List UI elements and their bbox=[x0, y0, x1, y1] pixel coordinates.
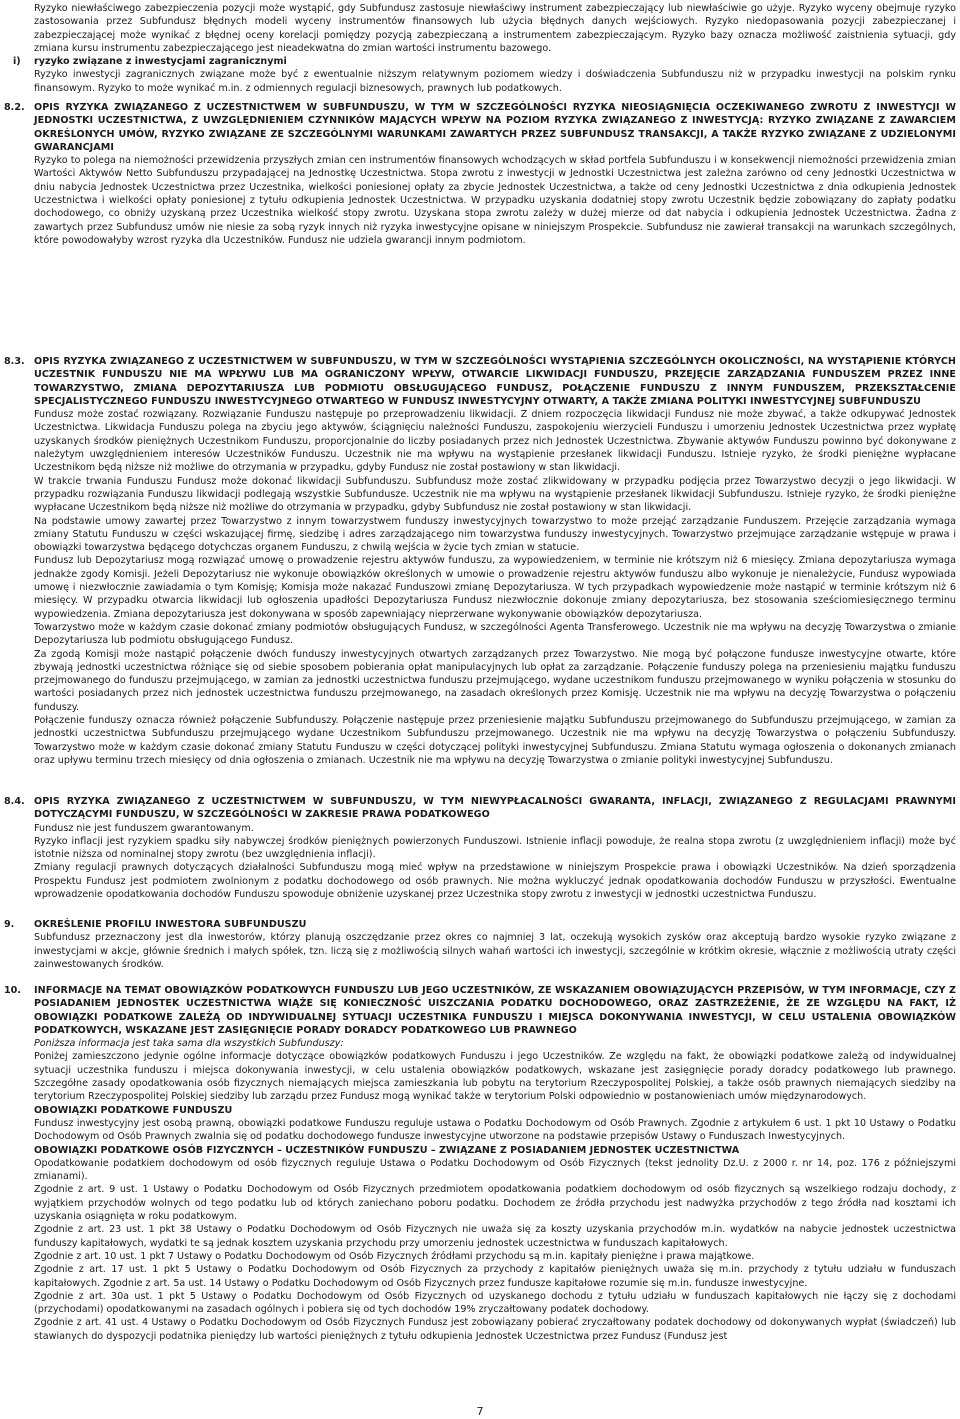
subsection-i-text: Ryzyko inwestycji zagranicznych związane może być z ewentualnie niższym relatywnym poziomem wiedzy i doświadczenia Subfunduszu niż w przypadku inwestycji na polskim rynku finansowym. Ryzyko to może wynikać m.in. z odmiennych regulacji biznesowych, prawnych lub podatkowych. bbox=[34, 69, 956, 94]
section-heading: OPIS RYZYKA ZWIĄZANEGO Z UCZESTNICTWEM W SUBFUNDUSZU, W TYM W SZCZEGÓLNOŚCI RYZYKA NIEOSIĄGNIĘCIA OCZEKIWANEGO ZWROTU Z INWESTYCJI W JEDNOSTKI UCZESTNICTWA, Z UWZGLĘDNIENIEM CZYNNIKÓW MAJĄCYCH WPŁYW NA POZIOM RYZYKA ZWIĄZANEGO Z INWESTYCJĄ: RYZYKO ZWIĄZANE Z ZAWARCIEM OKREŚLONYCH UMÓW, RYZYKO ZWIĄZANE ZE SZCZEGÓLNYMI WARUNKAMI ZAWARTYCH PRZEZ SUBFUNDUSZ TRANSAKCJI, A TAKŻE RYZYKO ZWIĄZANE Z UDZIELONYMI GWARANCJAMI bbox=[34, 102, 956, 153]
paragraph: Towarzystwo może w każdym czasie dokonać zmiany podmiotów obsługujących Fundusz, w szczególności Agenta Transferowego. Uczestnik nie ma wpływu na decyzję Towarzystwa o zmianie Depozytariusza lub podmiotu obsługującego Fundusz. bbox=[34, 621, 956, 647]
paragraph: Połączenie funduszy oznacza również połączenie Subfunduszy. Połączenie następuje przez przeniesienie majątku Subfunduszu przejmowanego do Subfunduszu przejmującego, w zamian za jednostki uczestnictwa Subfunduszu przejmującego wydane Uczestnikom Subfunduszu przejmowanego. Uczestnik nie ma wpływu na decyzję Towarzystwa o połączeniu Subfunduszy. Towarzystwo może w każdym czasie dokonać zmiany Statutu Funduszu w części dotyczącej polityki inwestycyjnej Subfunduszu. Zmiana Statutu wymaga ogłoszenia o dokonanych zmianach oraz upływu terminu trzech miesięcy od dnia ogłoszenia o zmianach. Uczestnik nie ma wpływu na decyzję Towarzystwa o zmianie polityki inwestycyjnej Subfunduszu. bbox=[34, 715, 956, 766]
paragraph: Zgodnie z art. 10 ust. 1 pkt 7 Ustawy o Podatku Dochodowym od Osób Fizycznych źródłami przychodu są m.in. kapitały pieniężne i prawa majątkowe. bbox=[34, 1250, 755, 1262]
top-section bbox=[13, 2, 956, 95]
paragraph: Fundusz nie jest funduszem gwarantowanym. bbox=[34, 822, 254, 834]
section-heading: OPIS RYZYKA ZWIĄZANEGO Z UCZESTNICTWEM W SUBFUNDUSZU, W TYM NIEWYPŁACALNOŚCI GWARANTA, INFLACJI, ZWIĄZANEGO Z REGULACJAMI PRAWNYMI DOTYCZĄCYMI FUNDUSZU, W SZCZEGÓLNOŚCI W ZAKRESIE PRAWA PODATKOWEGO bbox=[34, 796, 956, 821]
section-8-2 bbox=[4, 101, 956, 247]
paragraph: Zgodnie z art. 23 ust. 1 pkt 38 Ustawy o Podatku Dochodowym od Osób Fizycznych nie uważa się za koszty uzyskania przychodów m.in. wydatków na nabycie jednostek uczestnictwa funduszy kapitałowych, wydatki te są jednak kosztem uzyskania przychodu przy umorzeniu jednostek uczestnictwa w funduszach kapitałowych. bbox=[34, 1224, 956, 1249]
section-number: 9. bbox=[4, 919, 15, 930]
paragraph: Ryzyko inflacji jest ryzykiem spadku siły nabywczej środków pieniężnych powierzonych Funduszowi. Istnienie inflacji powoduje, że realna stopa zwrotu (z uwzględnieniem inflacji) może być istotnie niższa od nominalnej stopy zwrotu (bez uwzględnienia inflacji). bbox=[34, 835, 956, 861]
subsection-i bbox=[13, 55, 956, 95]
paragraph: Za zgodą Komisji może nastąpić połączenie dwóch funduszy inwestycyjnych otwartych zarządzanych przez Towarzystwo. Nie mogą być połączone fundusze inwestycyjne otwarte, które zbywają jednostki uczestnictwa różniące się od siebie sposobem pobierania opłat manipulacyjnych lub opłat za zarządzanie. Połączenie funduszy polega na przeniesieniu majątku funduszu przejmowanego do funduszu przejmującego, w zamian za jednostki uczestnictwa funduszu przejmującego, wydane uczestnikom funduszu przejmowanego w wyniku połączenia w stosunku do wartości posiadanych przez nich jednostek uczestnictwa funduszu przejmowanego, na zasadach określonych przez Komisję. Uczestnik nie ma wpływu na decyzję Towarzystwa o połączeniu funduszy. bbox=[34, 648, 956, 713]
paragraph: Zgodnie z art. 30a ust. 1 pkt 5 Ustawy o Podatku Dochodowym od Osób Fizycznych od uzyskanego dochodu z tytułu udziału w funduszach kapitałowych nie łączy się z dochodami (przychodami) opodatkowanymi na zasadach ogólnych i pobiera się od tych dochodów 19% zryczałtowany podatek dochodowy. bbox=[34, 1290, 956, 1316]
section-text: Ryzyko to polega na niemożności przewidzenia przyszłych zmian cen instrumentów finansowych wchodzących w skład portfela Subfunduszu i w konsekwencji niemożności przewidzenia zmian Wartości Aktywów Netto Subfunduszu przypadającej na Jednostkę Uczestnictwa. Stopa zwrotu z inwestycji w Jednostki Uczestnictwa jest zależna zarówno od ceny Jednostki Uczestnictwa w dniu nabycia Jednostek Uczestnictwa przez Uczestnika, wielkości poniesionej opłaty za zbycie Jednostek Uczestnictwa, a także od ceny Jednostki Uczestnictwa z dnia odkupienia Jednostek Uczestnictwa i wielkości opłaty poniesionej z tytułu odkupienia Jednostek Uczestnictwa. W przypadku uzyskania dodatniej stopy zwrotu Uczestnik będzie zobowiązany do zapłaty podatku dochodowego, co obniży uzyskaną przez Uczestnika wielkość stopy zwrotu. Uzyskana stopa zwrotu zależy w dużej mierze od dat nabycia i odkupienia Jednostek Uczestnictwa. Żadna z zawartych przez Subfundusz umów nie niesie za sobą ryzyk innych niż ryzyka inwestycyjne opisane w niniejszym Prospekcie. Subfundusz nie zawierał transakcji na warunkach szczególnych, które powodowałyby wzrost ryzyka dla Uczestników. Fundusz nie udziela gwarancji innym podmiotom. bbox=[34, 155, 956, 246]
section-number: 8.2. bbox=[4, 102, 25, 113]
section-8-4 bbox=[4, 795, 956, 901]
paragraph: Zgodnie z art. 17 ust. 1 pkt 5 Ustawy o Podatku Dochodowym od Osób Fizycznych za przychody z kapitałów pieniężnych uważa się m.in. przychody z tytułu udziału w funduszach kapitałowych. Zgodnie z art. 5a ust. 14 Ustawy o Podatku Dochodowym od Osób Fizycznych przez fundusze kapitałowe rozumie się m.in. fundusze inwestycyjne. bbox=[34, 1264, 956, 1289]
paragraph: Zgodnie z art. 9 ust. 1 Ustawy o Podatku Dochodowym od Osób Fizycznych przedmiotem opodatkowania podatkiem dochodowym od osób fizycznych są wszelkiego rodzaju dochody, z wyjątkiem przychodów wolnych od tego podatku lub od których zaniechano poboru podatku. Dochodem ze źródła przychodu jest nadwyżka przychodów z tego źródła nad kosztami ich uzyskania osiągnięta w roku podatkowym. bbox=[34, 1184, 956, 1223]
fund-tax-text: Fundusz inwestycyjny jest osobą prawną, obowiązki podatkowe Funduszu reguluje ustawa o Podatku Dochodowym od Osób Prawnych. Zgodnie z artykułem 6 ust. 1 pkt 10 Ustawy o Podatku Dochodowym od Osób Prawnych zwalnia się od podatku dochodowego fundusze inwestycyjne utworzone na podstawie przepisów Ustawy o Funduszach Inwestycyjnych. bbox=[34, 1117, 956, 1143]
paragraph: W trakcie trwania Funduszu Fundusz może dokonać likwidacji Subfunduszu. Subfundusz może zostać zlikwidowany w przypadku podjęcia przez Towarzystwo decyzji o jego likwidacji. W przypadku rozwiązania Funduszu likwidacji podlegają wszystkie Subfundusze. Uczestnik nie ma wpływu na wystąpienie przesłanek likwidacji Subfunduszu. Istnieje ryzyko, że środki pieniężne wypłacane Uczestnikom będą niższe niż możliwe do otrzymania w przypadku, gdyby Subfundusz nie został postawiony w stan likwidacji. bbox=[34, 475, 956, 514]
section-8-3 bbox=[4, 355, 956, 767]
section-9 bbox=[4, 918, 956, 971]
intro-text: Poniżej zamieszczono jedynie ogólne informacje dotyczące obowiązków podatkowych Funduszu i jego Uczestników. Ze względu na fakt, że obowiązki podatkowe zależą od indywidualnej sytuacji uczestnika funduszu i miejsca dokonywania inwestycji, w celu ustalenia obowiązków podatkowych, wskazane jest zasięgnięcie porady doradcy podatkowego lub prawnego. Szczegółne zasady opodatkowania osób fizycznych niemających miejsca zamieszkania lub pobytu na terytorium Rzeczypospolitej Polskiej, a także osób prawnych niemających siedziby na terytorium Rzeczypospolitej Polskiej siedziby lub zarządu przez Fundusz mogą wynikać także w terytorium Polski odpowiednio w postanowieniach umów międzynarodowych. bbox=[34, 1051, 956, 1103]
risk-paragraph: Ryzyko niewłaściwego zabezpieczenia pozycji może wystąpić, gdy Subfundusz zastosuje niewłaściwy instrument zabezpieczający lub niewłaściwie go użyje. Ryzyko wyceny obejmuje ryzyko zastosowania przez Subfundusz błędnych modeli wyceny instrumentów finansowych lub użycia błędnych danych wejściowych. Ryzyko niedopasowania pozycji zabezpieczanej i zabezpieczającej może wynikać z błędnej oceny korelacji pomiędzy pozycją zabezpieczaną a instrumentem zabezpieczającym. Ryzyko bazy oznacza możliwość zaistnienia sytuacji, gdy zmiana kursu instrumentu zabezpieczającego jest nieadekwatna do zmian wartości instrumentu bazowego. bbox=[34, 3, 956, 54]
paragraph: Fundusz lub Depozytariusz mogą rozwiązać umowę o prowadzenie rejestru aktywów funduszu, za wypowiedzeniem, w terminie nie krótszym niż 6 miesięcy. Zmiana depozytariusza wymaga jednakże zgody Komisji. Jeżeli Depozytariusz nie wykonuje obowiązków określonych w umowie o prowadzenie rejestru aktywów funduszu albo wykonuje je nienależycie, Fundusz wypowiada umowę i niezwłocznie zawiadamia o tym Komisję; Komisja może nakazać Funduszowi zmianę Depozytariusza. W tych przypadkach wypowiedzenie może nastąpić w terminie krótszym niż 6 miesięcy. W przypadku otwarcia likwidacji lub ogłoszenia upadłości Depozytariusza Fundusz niezwłocznie dokonuje zmiany depozytariusza, bez stosowania sześciomiesięcznego terminu wypowiedzenia. Zmiana depozytariusza jest dokonywana w sposób zapewniający nieprzerwane wykonywanie obowiązków depozytariusza. bbox=[34, 555, 956, 620]
section-number: 8.4. bbox=[4, 796, 25, 807]
subsection-i-label: i) bbox=[13, 56, 21, 68]
section-number: 10. bbox=[4, 985, 21, 996]
paragraph: Na podstawie umowy zawartej przez Towarzystwo z innym towarzystwem funduszy inwestycyjnych towarzystwo to może przejąć zarządzanie Funduszem. Przejęcie zarządzania wymaga zmiany Statutu Funduszu w części wskazującej firmę, siedzibę i adres zarządzającego nim towarzystwa funduszy inwestycyjnych. Towarzystwo przejmujące zarządzanie wstępuje w prawa i obowiązki towarzystwa będącego dotychczas organem Funduszu, z chwilą wejścia w życie tych zmian w statucie. bbox=[34, 515, 956, 554]
paragraph: Zmiany regulacji prawnych dotyczących działalności Subfunduszu mogą mieć wpływ na przedstawione w niniejszym Prospekcie prawa i obowiązki Uczestników. Na dzień sporządzenia Prospektu Fundusz jest podmiotem zwolnionym z podatku dochodowego od osób prawnych. Nie można wykluczyć jednak opodatkowania dochodów Funduszu w przyszłości. Ewentualne wprowadzenie opodatkowania dochodów Funduszu spowoduje obniżenie uzyskanej przez Uczestnika stopy zwrotu z inwestycji w jednostki uczestnictwa Funduszu. bbox=[34, 862, 956, 901]
subheading-fund-tax: OBOWIĄZKI PODATKOWE FUNDUSZU bbox=[34, 1104, 233, 1116]
section-heading: OKREŚLENIE PROFILU INWESTORA SUBFUNDUSZU bbox=[34, 919, 307, 930]
subsection-i-title: ryzyko związane z inwestycjami zagranicznymi bbox=[34, 56, 287, 68]
section-10 bbox=[4, 984, 956, 1343]
section-text: Subfundusz przeznaczony jest dla inwestorów, którzy planują oszczędzanie przez okres co najmniej 3 lat, oczekują wysokich zysków oraz akceptują bardzo wysokie ryzyko związane z inwestycjami w akcje, głównie średnich i małych spółek, tzn. liczą się z możliwością silnych wahań wartości ich inwestycji, szczególnie w krótkim okresie, włącznie z możliwością utraty części zainwestowanych środków. bbox=[34, 932, 956, 970]
section-number: 8.3. bbox=[4, 356, 25, 367]
section-heading: INFORMACJE NA TEMAT OBOWIĄZKÓW PODATKOWYCH FUNDUSZU LUB JEGO UCZESTNIKÓW, ZE WSKAZANIEM OBOWIĄZUJĄCYCH PRZEPISÓW, W TYM INFORMACJE, CZY Z POSIADANIEM JEDNOSTEK UCZESTNICTWA WIĄŻE SIĘ KONIECZNOŚĆ UISZCZANIA PODATKU DOCHODOWEGO, ORAZ ZASTRZEŻENIE, ŻE ZE WZGLĘDU NA FAKT, IŻ OBOWIĄZKI PODATKOWE ZALEŻĄ OD INDYWIDUALNEJ SYTUACJI UCZESTNIKA FUNDUSZU I MIEJSCA DOKONYWANIA INWESTYCJI, W CELU USTALENIA OBOWIĄZKÓW PODATKOWYCH, WSKAZANE JEST ZASIĘGNIĘCIE PORADY DORADCY PODATKOWEGO LUB PRAWNEGO bbox=[34, 985, 956, 1036]
intro-italic: Poniższa informacja jest taka sama dla wszystkich Subfunduszy: bbox=[34, 1038, 344, 1050]
paragraph: Zgodnie z art. 41 ust. 4 Ustawy o Podatku Dochodowym od Osób Fizycznych Fundusz jest zobowiązany pobierać zryczałtowany podatek dochodowy od dokonywanych wypłat (świadczeń) lub stawianych do dyspozycji podatnika pieniędzy lub wartości pieniężnych z tytułu odkupienia Jednostek Uczestnictwa przez Fundusz (Fundusz jest bbox=[34, 1317, 956, 1342]
page-number: 7 bbox=[476, 1405, 484, 1418]
paragraph: Opodatkowanie podatkiem dochodowym od osób fizycznych reguluje Ustawa o Podatku Dochodowym od Osób Fizycznych (tekst jednolity Dz.U. z 2000 r. nr 14, poz. 176 z późniejszymi zmianami). bbox=[34, 1157, 956, 1183]
subheading-person-tax: OBOWIĄZKI PODATKOWE OSÓB FIZYCZNYCH – UCZESTNIKÓW FUNDUSZU – ZWIĄZANE Z POSIADANIEM JEDNOSTEK UCZESTNICTWA bbox=[34, 1144, 740, 1156]
section-heading: OPIS RYZYKA ZWIĄZANEGO Z UCZESTNICTWEM W SUBFUNDUSZU, W TYM W SZCZEGÓLNOŚCI WYSTĄPIENIA SZCZEGÓLNYCH OKOLICZNOŚCI, NA WYSTĄPIENIE KTÓRYCH UCZESTNIK FUNDUSZU NIE MA WPŁYWU LUB MA OGRANICZONY WPŁYW, OTWARCIE LIKWIDACJI FUNDUSZU, PRZEJĘCIE ZARZĄDZANIA FUNDUSZEM PRZEZ INNE TOWARZYSTWO, ZMIANA DEPOZYTARIUSZA LUB PODMIOTU OBSŁUGUJĄCEGO FUNDUSZ, POŁĄCZENIE FUNDUSZU Z INNYM FUNDUSZEM, PRZEKSZTAŁCENIE SPECJALISTYCZNEGO FUNDUSZU INWESTYCYJNEGO OTWARTEGO W FUNDUSZ INWESTYCYJNY OTWARTY, A TAKŻE ZMIANA POLITYKI INWESTYCYJNEJ SUBFUNDUSZU bbox=[34, 356, 956, 407]
paragraph: Fundusz może zostać rozwiązany. Rozwiązanie Funduszu następuje po przeprowadzeniu likwidacji. Z dniem rozpoczęcia likwidacji Fundusz nie może zbywać, a także odkupywać Jednostek Uczestnictwa. Likwidacja Funduszu polega na zbyciu jego aktywów, ściągnięciu należności Funduszu, zaspokojeniu wierzycieli Funduszu i umorzeniu Jednostek Uczestnictwa przez wypłatę uzyskanych środków pieniężnych Uczestnikom Funduszu, proporcjonalnie do liczby posiadanych przez nich Jednostek Uczestnictwa. Zbywanie aktywów Funduszu powinno być dokonywane z należytym uwzględnieniem interesów Uczestników Funduszu. Uczestnik nie ma wpływu na wystąpienie przesłanek likwidacji Funduszu. Istnieje ryzyko, że środki pieniężne wypłacane Uczestnikom będą niższe niż możliwe do otrzymania w przypadku, gdyby Fundusz nie został postawiony w stan likwidacji. bbox=[34, 409, 956, 474]
